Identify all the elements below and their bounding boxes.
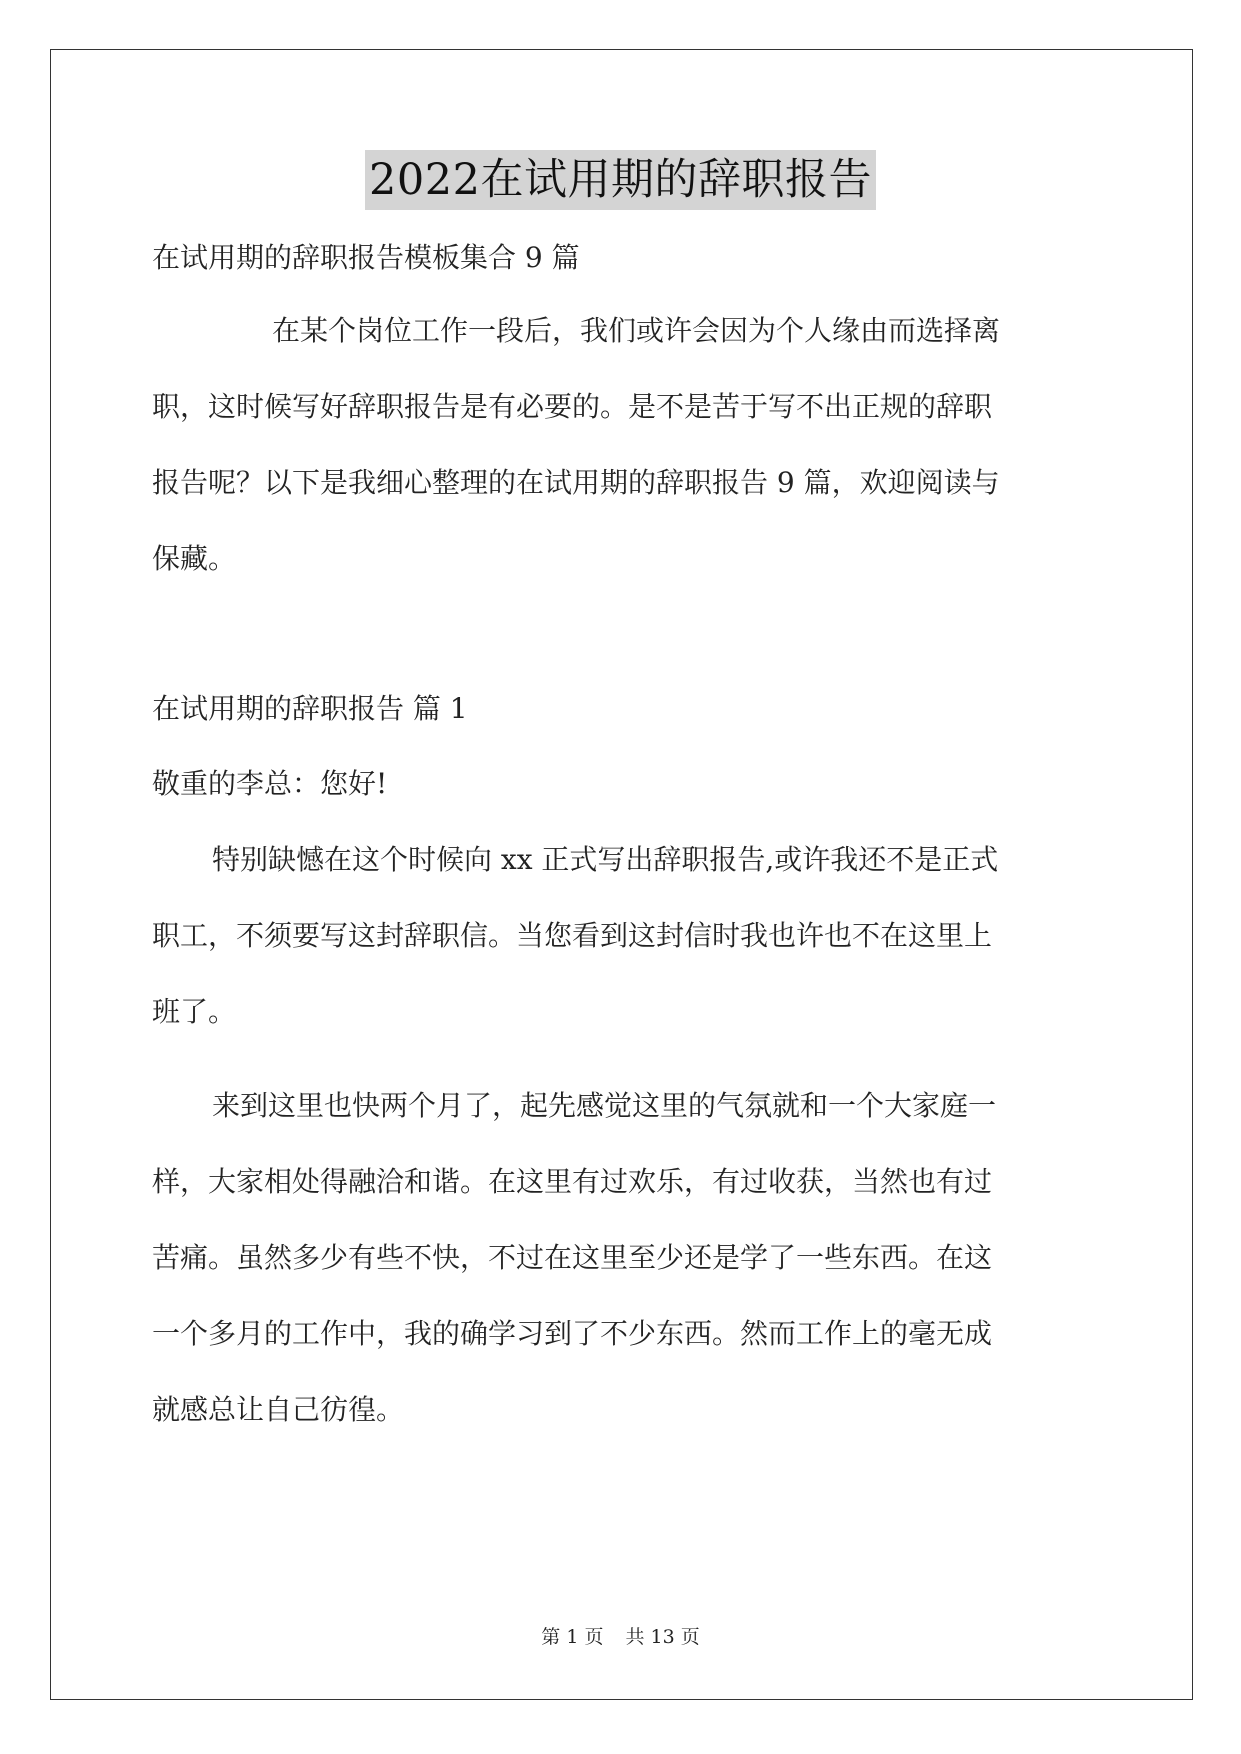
- para1-line-1: 特别缺憾在这个时候向 xx 正式写出辞职报告,或许我还不是正式: [212, 843, 999, 876]
- para1-line-2: 职工，不须要写这封辞职信。当您看到这封信时我也许也不在这里上: [152, 919, 993, 952]
- para2-line-4: 一个多月的工作中，我的确学习到了不少东西。然而工作上的毫无成: [152, 1317, 993, 1350]
- intro-line-2: 职，这时候写好辞职报告是有必要的。是不是苦于写不出正规的辞职: [152, 390, 993, 423]
- page-number-total: 共 13 页: [625, 1626, 700, 1648]
- intro-line-4: 保藏。: [152, 542, 237, 575]
- para2-line-1: 来到这里也快两个月了，起先感觉这里的气氛就和一个大家庭一: [212, 1089, 997, 1122]
- para2-line-5: 就感总让自己彷徨。: [152, 1393, 405, 1426]
- page-number-current: 第 1 页: [541, 1626, 604, 1648]
- intro-line-1: 在某个岗位工作一段后，我们或许会因为个人缘由而选择离: [272, 314, 1001, 347]
- para1-line-3: 班了。: [152, 995, 237, 1028]
- salutation: 敬重的李总：您好!: [152, 767, 388, 800]
- document-title: 2022在试用期的辞职报告: [365, 150, 876, 210]
- intro-line-3: 报告呢？以下是我细心整理的在试用期的辞职报告 9 篇，欢迎阅读与: [152, 466, 1000, 499]
- page-footer: [0, 1624, 1241, 1650]
- document-subtitle: 在试用期的辞职报告模板集合 9 篇: [152, 241, 580, 274]
- para2-line-3: 苦痛。虽然多少有些不快，不过在这里至少还是学了一些东西。在这: [152, 1241, 993, 1274]
- para2-line-2: 样，大家相处得融洽和谐。在这里有过欢乐，有过收获，当然也有过: [152, 1165, 993, 1198]
- section-heading: 在试用期的辞职报告 篇 1: [152, 692, 468, 725]
- title-container: [0, 150, 1241, 210]
